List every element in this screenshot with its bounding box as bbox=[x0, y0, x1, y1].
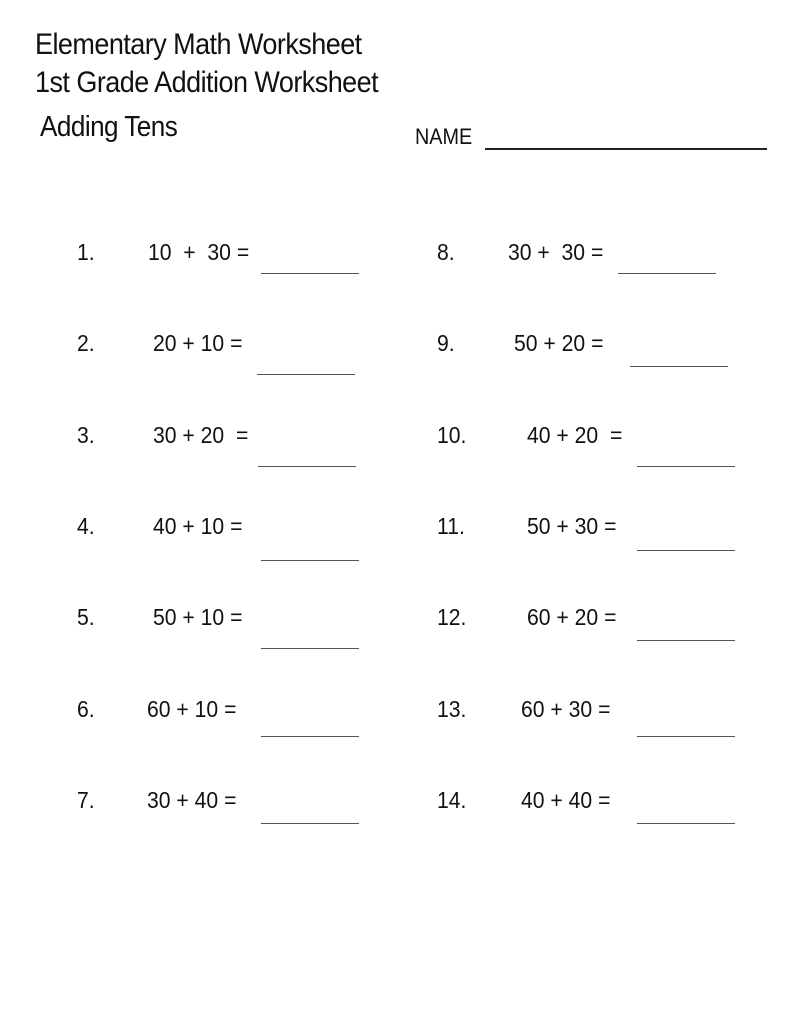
name-label: NAME bbox=[415, 124, 473, 149]
answer-blank[interactable] bbox=[637, 823, 735, 824]
answer-blank[interactable] bbox=[261, 736, 359, 737]
answer-blank[interactable] bbox=[257, 374, 355, 375]
problem-number: 11. bbox=[437, 513, 465, 539]
problem-number: 5. bbox=[77, 604, 95, 630]
answer-blank[interactable] bbox=[261, 648, 359, 649]
problem-number: 3. bbox=[77, 422, 95, 448]
problem-number: 12. bbox=[437, 604, 467, 630]
problem-expression: 30 + 30 = bbox=[508, 239, 604, 265]
answer-blank[interactable] bbox=[637, 550, 735, 551]
answer-blank[interactable] bbox=[261, 823, 359, 824]
name-field[interactable] bbox=[485, 148, 767, 150]
problem-number: 13. bbox=[437, 696, 467, 722]
answer-blank[interactable] bbox=[637, 640, 735, 641]
answer-blank[interactable] bbox=[637, 466, 735, 467]
problem-number: 9. bbox=[437, 330, 455, 356]
problem-number: 2. bbox=[77, 330, 95, 356]
problem-expression: 10 + 30 = bbox=[148, 239, 250, 265]
problem-expression: 40 + 10 = bbox=[153, 513, 243, 539]
answer-blank[interactable] bbox=[618, 273, 716, 274]
problem-expression: 30 + 40 = bbox=[147, 787, 237, 813]
problem-expression: 40 + 40 = bbox=[521, 787, 611, 813]
problem-expression: 20 + 10 = bbox=[153, 330, 243, 356]
problem-number: 1. bbox=[77, 239, 95, 265]
answer-blank[interactable] bbox=[630, 366, 728, 367]
worksheet-subtitle: 1st Grade Addition Worksheet bbox=[35, 66, 379, 99]
answer-blank[interactable] bbox=[258, 466, 356, 467]
problem-number: 6. bbox=[77, 696, 95, 722]
worksheet-title: Elementary Math Worksheet bbox=[35, 28, 362, 61]
problem-number: 8. bbox=[437, 239, 455, 265]
answer-blank[interactable] bbox=[261, 273, 359, 274]
problem-expression: 30 + 20 = bbox=[153, 422, 249, 448]
worksheet-topic: Adding Tens bbox=[40, 111, 178, 143]
problem-expression: 60 + 30 = bbox=[521, 696, 611, 722]
answer-blank[interactable] bbox=[637, 736, 735, 737]
problem-expression: 50 + 20 = bbox=[514, 330, 604, 356]
problem-number: 10. bbox=[437, 422, 467, 448]
problem-expression: 50 + 30 = bbox=[527, 513, 617, 539]
problem-number: 4. bbox=[77, 513, 95, 539]
problem-expression: 40 + 20 = bbox=[527, 422, 623, 448]
problem-expression: 60 + 20 = bbox=[527, 604, 617, 630]
problem-number: 7. bbox=[77, 787, 95, 813]
answer-blank[interactable] bbox=[261, 560, 359, 561]
problem-number: 14. bbox=[437, 787, 467, 813]
problem-expression: 50 + 10 = bbox=[153, 604, 243, 630]
problem-expression: 60 + 10 = bbox=[147, 696, 237, 722]
